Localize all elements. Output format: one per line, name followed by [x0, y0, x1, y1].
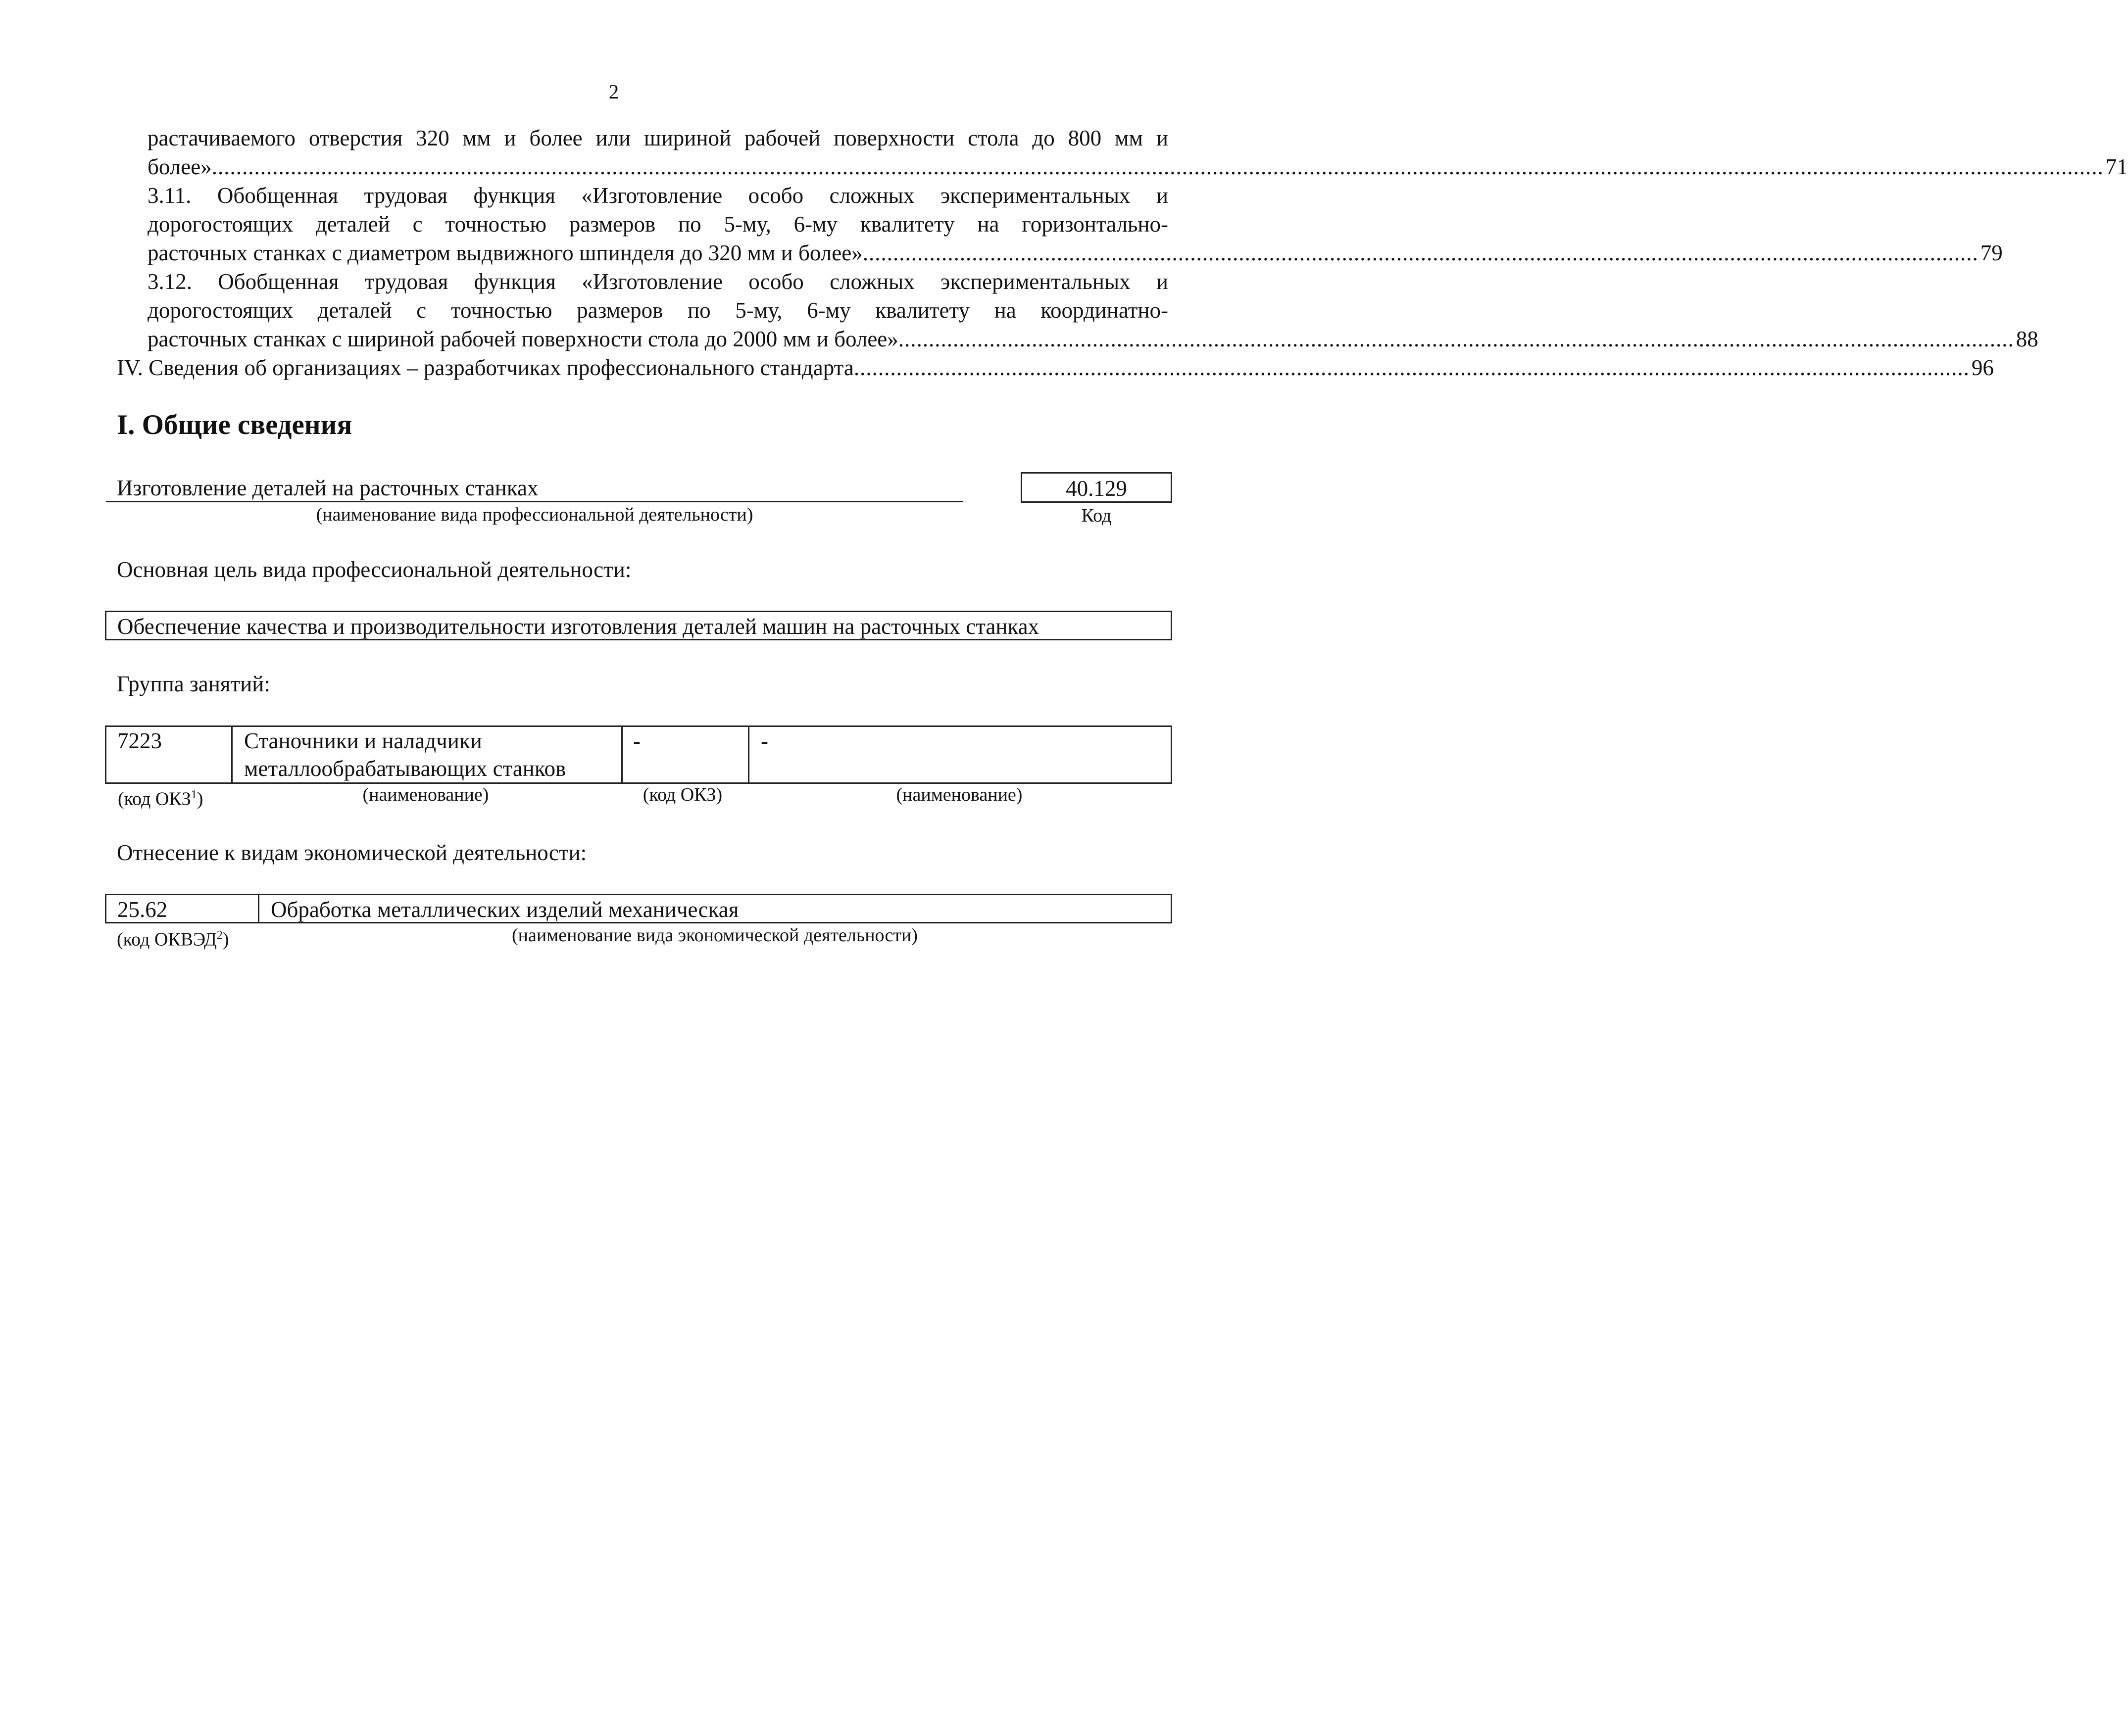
table-divider — [231, 727, 233, 782]
caption-okz-code-2: (код ОКЗ) — [643, 784, 723, 805]
okved-name: Обработка металлических изделий механическая — [271, 897, 739, 922]
okz-name-1-line1: Станочники и наладчики — [244, 728, 482, 753]
okz-name-1-line2: металлообрабатывающих станков — [244, 756, 566, 781]
table-divider — [258, 895, 259, 922]
toc-entry-text: расточных станках с диаметром выдвижного шпинделя до 320 мм и более» — [148, 241, 863, 265]
toc-line: 3.11. Обобщенная трудовая функция «Изготовление особо сложных экспериментальных и — [148, 183, 1168, 208]
occupation-group-table — [105, 725, 1172, 784]
okz-code-2: - — [633, 728, 641, 753]
economic-activity-label: Отнесение к видам экономической деятельности: — [117, 840, 587, 865]
toc-entry[interactable] — [148, 152, 2128, 181]
okz-name-2: - — [761, 728, 768, 753]
page-number: 2 — [608, 80, 619, 103]
table-divider — [748, 727, 749, 782]
toc-page-number: 79 — [1980, 241, 2003, 265]
okved-code: 25.62 — [117, 897, 168, 922]
activity-name-caption: (наименование вида профессиональной деятельности) — [316, 504, 753, 525]
toc-line: 3.12. Обобщенная трудовая функция «Изготовление особо сложных экспериментальных и — [148, 269, 1168, 294]
caption-okz-code-1: (код ОКЗ$^1$) — [118, 788, 203, 810]
section-heading: I. Общие сведения — [117, 409, 352, 440]
toc-page-number: 71 — [2105, 154, 2128, 179]
caption-okz-name-2: (наименование) — [896, 784, 1023, 805]
toc-leader-dots: ........................................................................................................................................................................................................................................................................................................................ — [211, 154, 2104, 179]
toc-line: дорогостоящих деталей с точностью размеров по 5-му, 6-му квалитету на горизонтально- — [148, 212, 1168, 237]
toc-line: дорогостоящих деталей с точностью размеров по 5-му, 6-му квалитету на координатно- — [148, 298, 1168, 323]
activity-code-box — [1021, 472, 1172, 503]
toc-leader-dots: ........................................................................................................................................................................................ — [853, 355, 1970, 380]
caption-okved-code: (код ОКВЭД$^2$) — [117, 929, 229, 950]
activity-code-caption: Код — [1081, 505, 1112, 526]
toc-page-number: 96 — [1971, 355, 1994, 380]
toc-entry[interactable] — [148, 325, 2038, 353]
toc-entry[interactable] — [117, 353, 1994, 382]
toc-entry[interactable] — [148, 239, 2003, 267]
toc-entry-text: расточных станках с шириной рабочей поверхности стола до 2000 мм и более» — [148, 327, 898, 351]
okz-code-1: 7223 — [117, 728, 162, 753]
goal-value: Обеспечение качества и производительности изготовления деталей машин на расточных станках — [117, 614, 1039, 639]
toc-leader-dots: ........................................................................................................................................................................................ — [898, 327, 2014, 351]
goal-box — [105, 611, 1172, 640]
activity-code: 40.129 — [1066, 476, 1127, 501]
table-divider — [621, 727, 623, 782]
toc-leader-dots: ........................................................................................................................................................................................ — [862, 241, 1979, 265]
caption-okz-name-1: (наименование) — [362, 784, 489, 805]
toc-entry-text: IV. Сведения об организациях – разработчиках профессионального стандарта — [117, 355, 854, 380]
occupation-group-label: Группа занятий: — [117, 672, 270, 696]
goal-label: Основная цель вида профессиональной деятельности: — [117, 557, 632, 582]
activity-name-underline — [106, 501, 963, 502]
toc-line: растачиваемого отверстия 320 мм и более или шириной рабочей поверхности стола до 800 мм и — [148, 126, 1168, 150]
toc-entry-text: более» — [148, 154, 212, 179]
caption-okved-name: (наименование вида экономической деятельности) — [512, 925, 918, 946]
toc-page-number: 88 — [2016, 327, 2038, 351]
activity-name: Изготовление деталей на расточных станках — [117, 476, 539, 500]
economic-activity-table — [105, 894, 1172, 923]
